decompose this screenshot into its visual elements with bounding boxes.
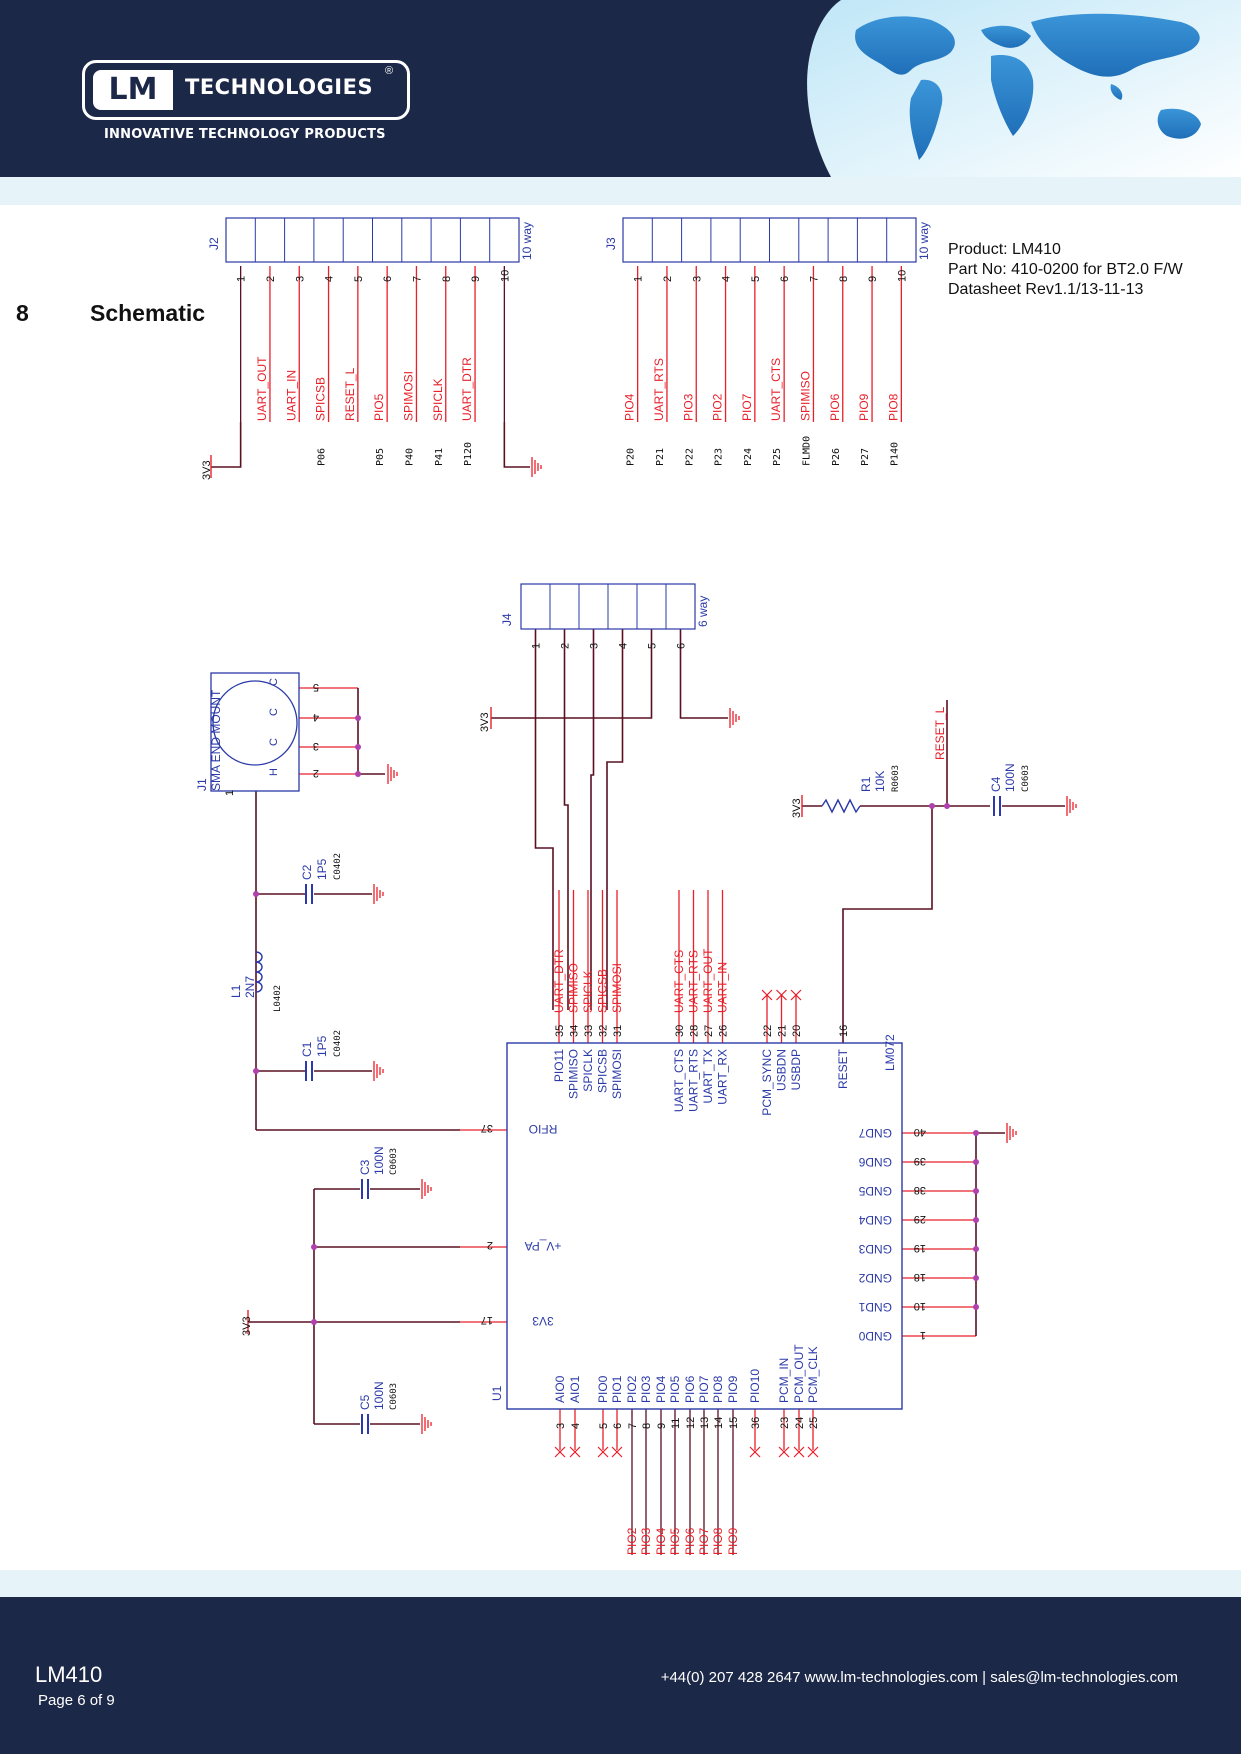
j4-pin3-wire [591,629,594,1010]
u1-pin-name: PIO4 [654,1375,668,1403]
u1-pin-name: USBDP [789,1049,803,1091]
u1-pin-name: GND6 [858,1155,892,1169]
u1-net-label: UART_IN [715,961,730,1013]
u1-pin-number: 22 [762,1024,774,1037]
c4-ground-symbol [1067,796,1076,816]
u1-pin-number: 19 [913,1242,926,1254]
j2-pin-number: 3 [294,275,307,282]
c2-footprint: C0402 [333,852,343,880]
c4-ref: C4 [989,776,1003,792]
r1-value: 10K [873,770,887,792]
l1-inductor-coil [256,962,262,972]
u1-pin-number: 34 [568,1024,581,1037]
logo-registered-mark: ® [385,65,394,77]
section-title: Schematic [90,300,206,326]
u1-pin-number: 40 [913,1126,926,1138]
u1-pin-number: 20 [791,1024,803,1037]
page-header [0,0,1241,177]
j4-pin-number: 6 [675,642,688,649]
j1-gnd-junction-dot [355,715,361,721]
u1-net-label: PIO4 [654,1527,668,1555]
u1-pin-number: 36 [750,1416,762,1429]
rf-junction-dot [253,1068,259,1074]
r1-footprint: R0603 [891,764,901,792]
company-tagline: INNOVATIVE TECHNOLOGY PRODUCTS [104,127,386,142]
j1-ref: J1 [195,778,209,791]
j3-pin-number: 4 [720,275,733,282]
u1-pin-number: 10 [913,1300,926,1312]
c5-ground-symbol [422,1414,431,1434]
c1-footprint: C0402 [333,1029,343,1057]
u1-ref: U1 [490,1385,504,1401]
footer-page-number: Page 6 of 9 [38,1692,115,1709]
u1-net-label: PIO8 [711,1527,725,1555]
u1-pin-name: PIO0 [596,1375,610,1403]
j3-net-label: PIO9 [857,393,872,421]
u1-net-label: SPICLK [581,970,595,1013]
j4-ground-symbol [730,708,739,728]
j2-net-label: UART_IN [284,369,299,421]
u1-pin-number: 31 [612,1024,624,1037]
u1-pin-name: GND1 [858,1300,892,1314]
j3-port-label: P27 [860,447,872,466]
j3-net-label: PIO2 [710,393,725,421]
u1-pin-name: UART_RTS [686,1049,701,1112]
u1-pin-name: PIO11 [552,1049,566,1083]
c3-footprint: C0603 [389,1147,399,1175]
u1-pin-number: 15 [728,1416,740,1429]
l1-value: 2N7 [243,975,257,998]
u1-3v3-label: 3V3 [241,1316,253,1336]
j3-net-label: PIO4 [622,393,637,421]
u1-reset-pin-name: RESET [836,1049,850,1090]
j4-pin1-wire [536,629,554,1010]
rf-junction-dot [253,891,259,897]
u1-pin-name: GND5 [858,1184,892,1198]
section-number: 8 [16,300,29,326]
l1-footprint: L0402 [273,984,283,1012]
u1-pin-name: AIO1 [568,1375,582,1403]
j2-pin-number: 1 [235,275,248,282]
j4-gnd-wire [681,629,729,718]
j4-3v3-wire [491,629,652,718]
gnd-junction-dot [973,1304,979,1310]
footer-model-name: LM410 [35,1662,103,1687]
u1-pin-name: PIO8 [711,1375,725,1403]
u1-pin-name: PIO7 [697,1375,711,1403]
u1-reset-pin-number: 16 [838,1024,850,1037]
c2-ref: C2 [300,864,314,880]
j3-pin-number: 5 [749,275,762,282]
reset-junction-dot [944,803,950,809]
j4-pin-number: 4 [617,642,630,649]
c2-ground-symbol [374,884,383,904]
u1-pin-name: PIO10 [748,1368,762,1403]
u1-pin-name: GND4 [858,1213,892,1227]
j1-value: SMA END MOUNT [209,689,223,791]
u1-pin-name: GND2 [858,1271,892,1285]
j3-port-label: P21 [654,447,666,466]
power-junction-dot [311,1244,317,1250]
j3-pin-number: 7 [808,275,821,282]
j1-gnd-junction-dot [355,744,361,750]
u1-net-label: SPIMOSI [610,962,624,1013]
u1-pin-name: PIO3 [639,1375,653,1403]
u1-pin-number: 17 [480,1314,493,1326]
j2-gnd-wire [504,422,530,467]
u1-pin-number: 23 [779,1416,791,1429]
r1-ref: R1 [859,776,873,792]
j2-pin-number: 6 [382,275,395,282]
j4-ref: J4 [500,613,514,626]
u1-pin-name: PIO1 [610,1375,624,1403]
j2-port-label: P05 [375,447,387,466]
c5-footprint: C0603 [389,1382,399,1410]
j3-net-label: PIO8 [886,393,901,421]
j2-net-label: SPIMOSI [401,370,416,421]
j3-pin-number: 10 [896,269,909,282]
schematic-components [211,218,1076,1457]
j3-type: 10 way [917,221,931,260]
u1-pin-name: PCM_CLK [806,1346,820,1403]
c5-value: 100N [372,1381,386,1410]
j2-port-label: P41 [433,447,445,466]
j2-3v3-label: 3V3 [201,460,213,480]
j2-port-label: P06 [316,447,328,466]
schematic-wires [211,266,1065,1555]
u1-pin-name: PCM_IN [777,1357,791,1403]
schematic-labels [195,222,1031,1555]
j3-pin-number: 6 [779,275,792,282]
j2-port-label: P120 [463,441,475,466]
u1-pin-number: 37 [480,1122,493,1134]
u1-pin-name: SPICSB [595,1049,610,1094]
j3-port-label: P23 [713,447,725,466]
j2-net-label: UART_DTR [460,357,475,421]
gnd-junction-dot [973,1217,979,1223]
u1-part-number: LM072 [883,1034,897,1071]
footer-band [0,1570,1241,1597]
reset-net-label: RESET_L [933,706,947,760]
j4-pin-number: 2 [559,642,572,649]
c5-ref: C5 [358,1394,372,1410]
power-junction-dot [311,1319,317,1325]
c2-value: 1P5 [315,858,329,880]
u1-pin-number: 24 [794,1416,806,1429]
u1-net-label: UART_CTS [672,949,686,1013]
j2-net-label: PIO5 [372,393,387,421]
u1-pin-number: 26 [717,1024,730,1037]
u1-net-label: UART_RTS [686,950,701,1013]
logo-wordmark: TECHNOLOGIES [185,75,374,99]
u1-pin-number: 4 [570,1422,582,1429]
c3-value: 100N [372,1146,386,1175]
u1-pin-name: GND3 [858,1242,892,1256]
gnd-junction-dot [973,1246,979,1252]
u1-pin-name: AIO0 [553,1375,567,1403]
u1-pin-number: 9 [656,1422,668,1429]
j2-pin-number: 8 [440,275,453,282]
u1-pin-number: 8 [641,1422,653,1429]
j3-net-label: SPIMISO [798,370,813,421]
j4-pin4-wire [607,629,623,1010]
j1-pin-number: 3 [312,740,319,752]
u1-net-label: PIO3 [639,1527,653,1555]
gnd-junction-dot [973,1188,979,1194]
j2-pin-number: 2 [264,275,277,282]
j1-pin-number: 5 [312,681,319,693]
j4-pin-number: 3 [588,642,601,649]
j2-port-label: P40 [404,447,416,466]
u1-net-label: PIO2 [625,1527,639,1555]
u1-pin-name: PIO6 [683,1375,697,1403]
u1-pin-number: 6 [612,1422,624,1429]
c4-footprint: C0603 [1021,764,1031,792]
j4-type: 6 way [696,595,710,627]
j1-pin-glyph: C [268,678,280,686]
u1-net-label: UART_DTR [552,949,566,1013]
u1-pin-number: 32 [597,1024,610,1037]
gnd-junction-dot [973,1159,979,1165]
r1-resistor [822,800,860,812]
u1-pin-name: USBDN [774,1049,789,1092]
j2-ground-symbol [532,457,541,477]
j1-pin-glyph: C [268,738,280,746]
u1-net-label: PIO6 [683,1527,697,1555]
j2-type: 10 way [520,221,534,260]
schematic-diagram [0,205,1241,1570]
j4-pin-number: 5 [646,642,659,649]
u1-pin-number: 28 [688,1024,701,1037]
u1-pin-number: 29 [913,1213,926,1225]
j1-gnd-junction-dot [355,771,361,777]
j1-ground-symbol [388,764,397,784]
j3-port-label: P26 [830,447,842,466]
u1-pin-name: UART_RX [715,1049,730,1105]
u1-pin-number: 21 [776,1024,789,1037]
footer-contact-info: +44(0) 207 428 2647 www.lm-technologies.com | sales@lm-technologies.com [660,1669,1178,1686]
gnd-junction-dot [973,1130,979,1136]
j1-pin-number: 4 [312,711,319,723]
j1-pin1-number: 1 [224,789,236,796]
j2-pin-number: 5 [352,275,365,282]
u1-pin-number: 13 [699,1416,711,1429]
j3-net-label: PIO3 [681,393,696,421]
j3-net-label: UART_RTS [651,358,666,421]
j2-pin-number: 10 [499,269,512,282]
j2-net-label: UART_OUT [254,356,269,421]
c3-ref: C3 [358,1159,372,1175]
j3-port-label: FLMD0 [801,435,813,466]
u1-pin-name: PIO9 [726,1375,740,1403]
u1-pin-name: PIO2 [625,1375,639,1403]
l1-inductor-coil [256,952,262,962]
j3-pin-number: 2 [661,275,674,282]
j1-body [211,673,299,791]
j3-port-label: P140 [889,441,901,466]
logo-lm-mark: LM [93,70,173,110]
u1-pin-number: 11 [670,1417,682,1429]
u1-pin-name: SPICLK [581,1049,595,1092]
u1-pin-name: 3V3 [532,1314,554,1328]
j3-pin-number: 3 [691,275,704,282]
u1-pin-number: 25 [808,1416,820,1429]
j4-3v3-label: 3V3 [479,712,491,732]
u1-pin-name: PIO5 [668,1375,682,1403]
j3-net-label: PIO6 [827,393,842,421]
l1-ref: L1 [229,984,243,998]
j3-port-label: P20 [625,447,637,466]
u1-pin-number: 2 [486,1239,493,1251]
c1-ref: C1 [300,1041,314,1057]
j2-pin-number: 7 [411,275,424,282]
u1-ground-symbol [1007,1123,1016,1143]
u1-pin-number: 33 [583,1024,595,1037]
c1-value: 1P5 [315,1035,329,1057]
u1-net-label: UART_OUT [701,948,715,1013]
u1-net-label: PIO5 [668,1527,682,1555]
u1-pin-number: 18 [913,1271,926,1283]
u1-pin-name: GND0 [858,1329,892,1343]
u1-pin-number: 7 [627,1422,639,1429]
j1-pin-glyph: C [268,708,280,716]
u1-pin-number: 27 [703,1024,715,1037]
j2-pin-number: 9 [470,275,483,282]
world-map-image [801,0,1241,177]
u1-pin-number: 5 [598,1422,610,1429]
u1-pin-name: RFIO [528,1122,558,1136]
product-name: Product: LM410 [948,241,1061,258]
c4-value: 100N [1003,763,1017,792]
j3-pin-number: 8 [837,275,850,282]
j2-pin-number: 4 [323,275,336,282]
u1-pin-name: UART_TX [701,1049,715,1104]
u1-pin-name: GND7 [858,1126,892,1140]
u1-pin-number: 35 [554,1024,566,1037]
j2-3v3-wire [211,422,241,467]
page-footer [0,1597,1241,1754]
u1-net-label: PIO7 [697,1527,711,1555]
reset-wire [843,806,932,1043]
j2-net-label: RESET_L [342,367,357,421]
datasheet-revision: Datasheet Rev1.1/13-11-13 [948,281,1144,298]
reset-junction-dot [929,803,935,809]
u1-pin-number: 39 [913,1155,926,1167]
c1-ground-symbol [374,1061,383,1081]
j2-ref: J2 [207,237,221,250]
j3-net-label: PIO7 [739,393,754,421]
j3-net-label: UART_CTS [769,357,784,421]
j2-net-label: SPICLK [430,378,445,421]
j1-pin-glyph: H [268,768,280,776]
j3-pin-number: 1 [632,275,645,282]
u1-pin-number: 30 [674,1024,686,1037]
u1-pin-name: PCM_SYNC [760,1049,774,1116]
u1-net-label: PIO9 [726,1527,740,1555]
u1-pin-name: SPIMOSI [610,1049,624,1100]
u1-pin-number: 3 [555,1422,567,1429]
u1-pin-number: 12 [685,1416,697,1429]
j4-pin-number: 1 [530,642,543,649]
u1-pin-name: UART_CTS [672,1049,686,1113]
j2-net-label: SPICSB [313,376,328,421]
j3-pin-number: 9 [867,275,880,282]
u1-pin-number: 38 [913,1184,926,1196]
u1-net-label: SPICSB [595,968,610,1013]
j3-port-label: P25 [772,447,784,466]
u1-pin-name: +V_PA [524,1239,562,1253]
j3-port-label: P22 [684,447,696,466]
c3-ground-symbol [422,1179,431,1199]
j1-pin-number: 2 [312,767,319,779]
u1-pin-number: 14 [713,1416,725,1429]
j3-port-label: P24 [742,447,754,466]
j1-connector-circle [213,681,297,765]
product-part-number: Part No: 410-0200 for BT2.0 F/W [948,261,1183,278]
reset-3v3-label: 3V3 [791,798,803,818]
u1-pin-number: 1 [919,1329,926,1341]
gnd-junction-dot [973,1275,979,1281]
company-logo [82,60,410,120]
u1-pin-name: SPIMISO [566,1049,581,1100]
header-band [0,177,1241,205]
u1-pin-name: PCM_OUT [792,1344,806,1403]
j3-ref: J3 [604,237,618,250]
u1-net-label: SPIMISO [566,962,581,1013]
